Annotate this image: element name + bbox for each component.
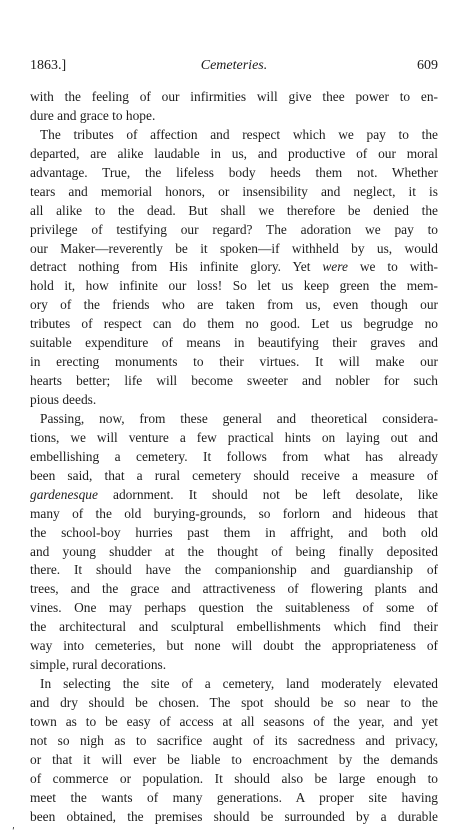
text-line — [30, 334, 438, 353]
text-run: there. It should have the companionship and guardianship of — [30, 562, 438, 578]
text-line — [30, 505, 438, 524]
text-run: the school-boy hurries past them in affright, and both old — [30, 524, 438, 540]
text-line — [30, 524, 438, 543]
text-line — [30, 202, 438, 221]
text-line — [30, 410, 438, 429]
text-run: suitable expenditure of means in beautifying their graves and — [30, 335, 438, 351]
text-line — [30, 353, 438, 372]
text-line — [30, 296, 438, 315]
text-line — [30, 221, 438, 240]
text-line — [30, 675, 438, 694]
text-run: advantage. True, the lifeless body heeds them not. Whether — [30, 164, 438, 180]
text-run: been said, that a rural cemetery should receive a measure of — [30, 467, 438, 483]
page-number: 609 — [417, 58, 438, 73]
text-run: and dry should be chosen. The spot should be so near to the — [30, 695, 438, 710]
text-run: many of the old burying-grounds, so forlorn and hideous that — [30, 505, 438, 521]
text-line — [30, 618, 438, 637]
text-run: ory of the friends who are taken from us, even though our — [30, 297, 438, 313]
text-run: simple, rural decorations. — [30, 657, 167, 673]
text-line — [30, 656, 438, 675]
text-run: The tributes of affection and respect which we pay to the — [40, 126, 438, 142]
text-run: with the feeling of our infirmities will give thee power to en- — [30, 89, 438, 104]
text-line — [30, 448, 438, 467]
text-line — [30, 145, 438, 164]
text-run: we to with- — [347, 259, 438, 275]
text-run: our Maker—reverently be it spoken—if withheld by us, would — [30, 240, 438, 256]
text-line — [30, 713, 438, 732]
text-line — [30, 315, 438, 334]
text-line — [30, 637, 438, 656]
text-run: Passing, now, from these general and theoretical considera- — [40, 410, 438, 426]
text-run: town as to be easy of access at all seasons of the year, and yet — [30, 713, 438, 729]
text-run: detract nothing from His infinite glory. Yet — [30, 259, 323, 275]
text-run: the architectural and sculptural embellishments which find their — [30, 619, 438, 635]
text-line — [30, 467, 438, 486]
text-run: or that it will ever be liable to encroachment by the demands — [30, 751, 438, 767]
text-line — [30, 277, 438, 296]
text-run: tions, we will venture a few practical hints on laying out and — [30, 429, 438, 445]
text-line — [30, 694, 438, 713]
text-run: in erecting monuments to their virtues. It will make our — [30, 354, 438, 370]
text-run: hold it, how infinite our loss! So let us keep green the mem- — [30, 278, 438, 294]
text-run: privilege of testifying our regard? The adoration we pay to — [30, 221, 438, 237]
text-run: pious deeds. — [30, 392, 97, 407]
text-run: way into cemeteries, but none will doubt the appropriateness of — [30, 638, 438, 654]
text-line — [30, 599, 438, 618]
text-run: hearts better; life will become sweeter and nobler for such — [30, 373, 438, 389]
text-run: and young shudder at the thought of being finally deposited — [30, 543, 438, 559]
text-line — [30, 429, 438, 448]
header-title: Cemeteries. — [200, 58, 268, 73]
text-run: been obtained, the premises should be surrounded by a durable — [30, 808, 438, 824]
text-line — [30, 543, 438, 562]
text-run: adornment. It should not be left desolate, like — [97, 486, 438, 502]
running-header — [30, 58, 438, 78]
text-run: tributes of respect can do them no good. Let us begrudge no — [30, 316, 438, 332]
text-line — [30, 770, 438, 789]
text-line — [30, 372, 438, 391]
text-run: departed, are alike laudable in us, and productive of our moral — [30, 145, 438, 161]
text-run: embellishing a cemetery. It follows from what has already — [30, 448, 438, 464]
text-line — [30, 164, 438, 183]
text-line — [30, 561, 438, 580]
text-line — [30, 126, 438, 145]
text-line — [30, 183, 438, 202]
text-line — [30, 240, 438, 259]
text-line — [30, 88, 438, 107]
text-run: meet the wants of many generations. A proper site having — [30, 789, 438, 805]
text-run: not so nigh as to sacrifice aught of its sacredness and privacy, — [30, 732, 438, 748]
italic-text: gardenesque — [30, 486, 98, 502]
text-run: all alike to the dead. But shall we therefore be denied the — [30, 202, 438, 218]
header-year: 1863.] — [30, 58, 67, 73]
text-line — [30, 751, 438, 770]
text-run: dure and grace to hope. — [30, 107, 156, 123]
text-line — [30, 732, 438, 751]
scan-mark: ʹ — [12, 827, 15, 838]
text-line — [30, 107, 438, 126]
text-run: vines. One may perhaps question the suitableness of some of — [30, 600, 438, 616]
text-run: of commerce or population. It should also be large enough to — [30, 770, 438, 786]
body-text — [30, 88, 438, 827]
text-line — [30, 486, 438, 505]
text-line — [30, 808, 438, 827]
text-line — [30, 580, 438, 599]
text-line — [30, 391, 438, 410]
text-run: In selecting the site of a cemetery, land moderately elevated — [40, 676, 438, 692]
text-line — [30, 789, 438, 808]
text-run: trees, and the grace and attractiveness of flowering plants and — [30, 581, 438, 597]
italic-text: were — [322, 259, 348, 275]
text-line — [30, 258, 438, 277]
text-run: tears and memorial honors, or insensibility and neglect, it is — [30, 183, 438, 199]
